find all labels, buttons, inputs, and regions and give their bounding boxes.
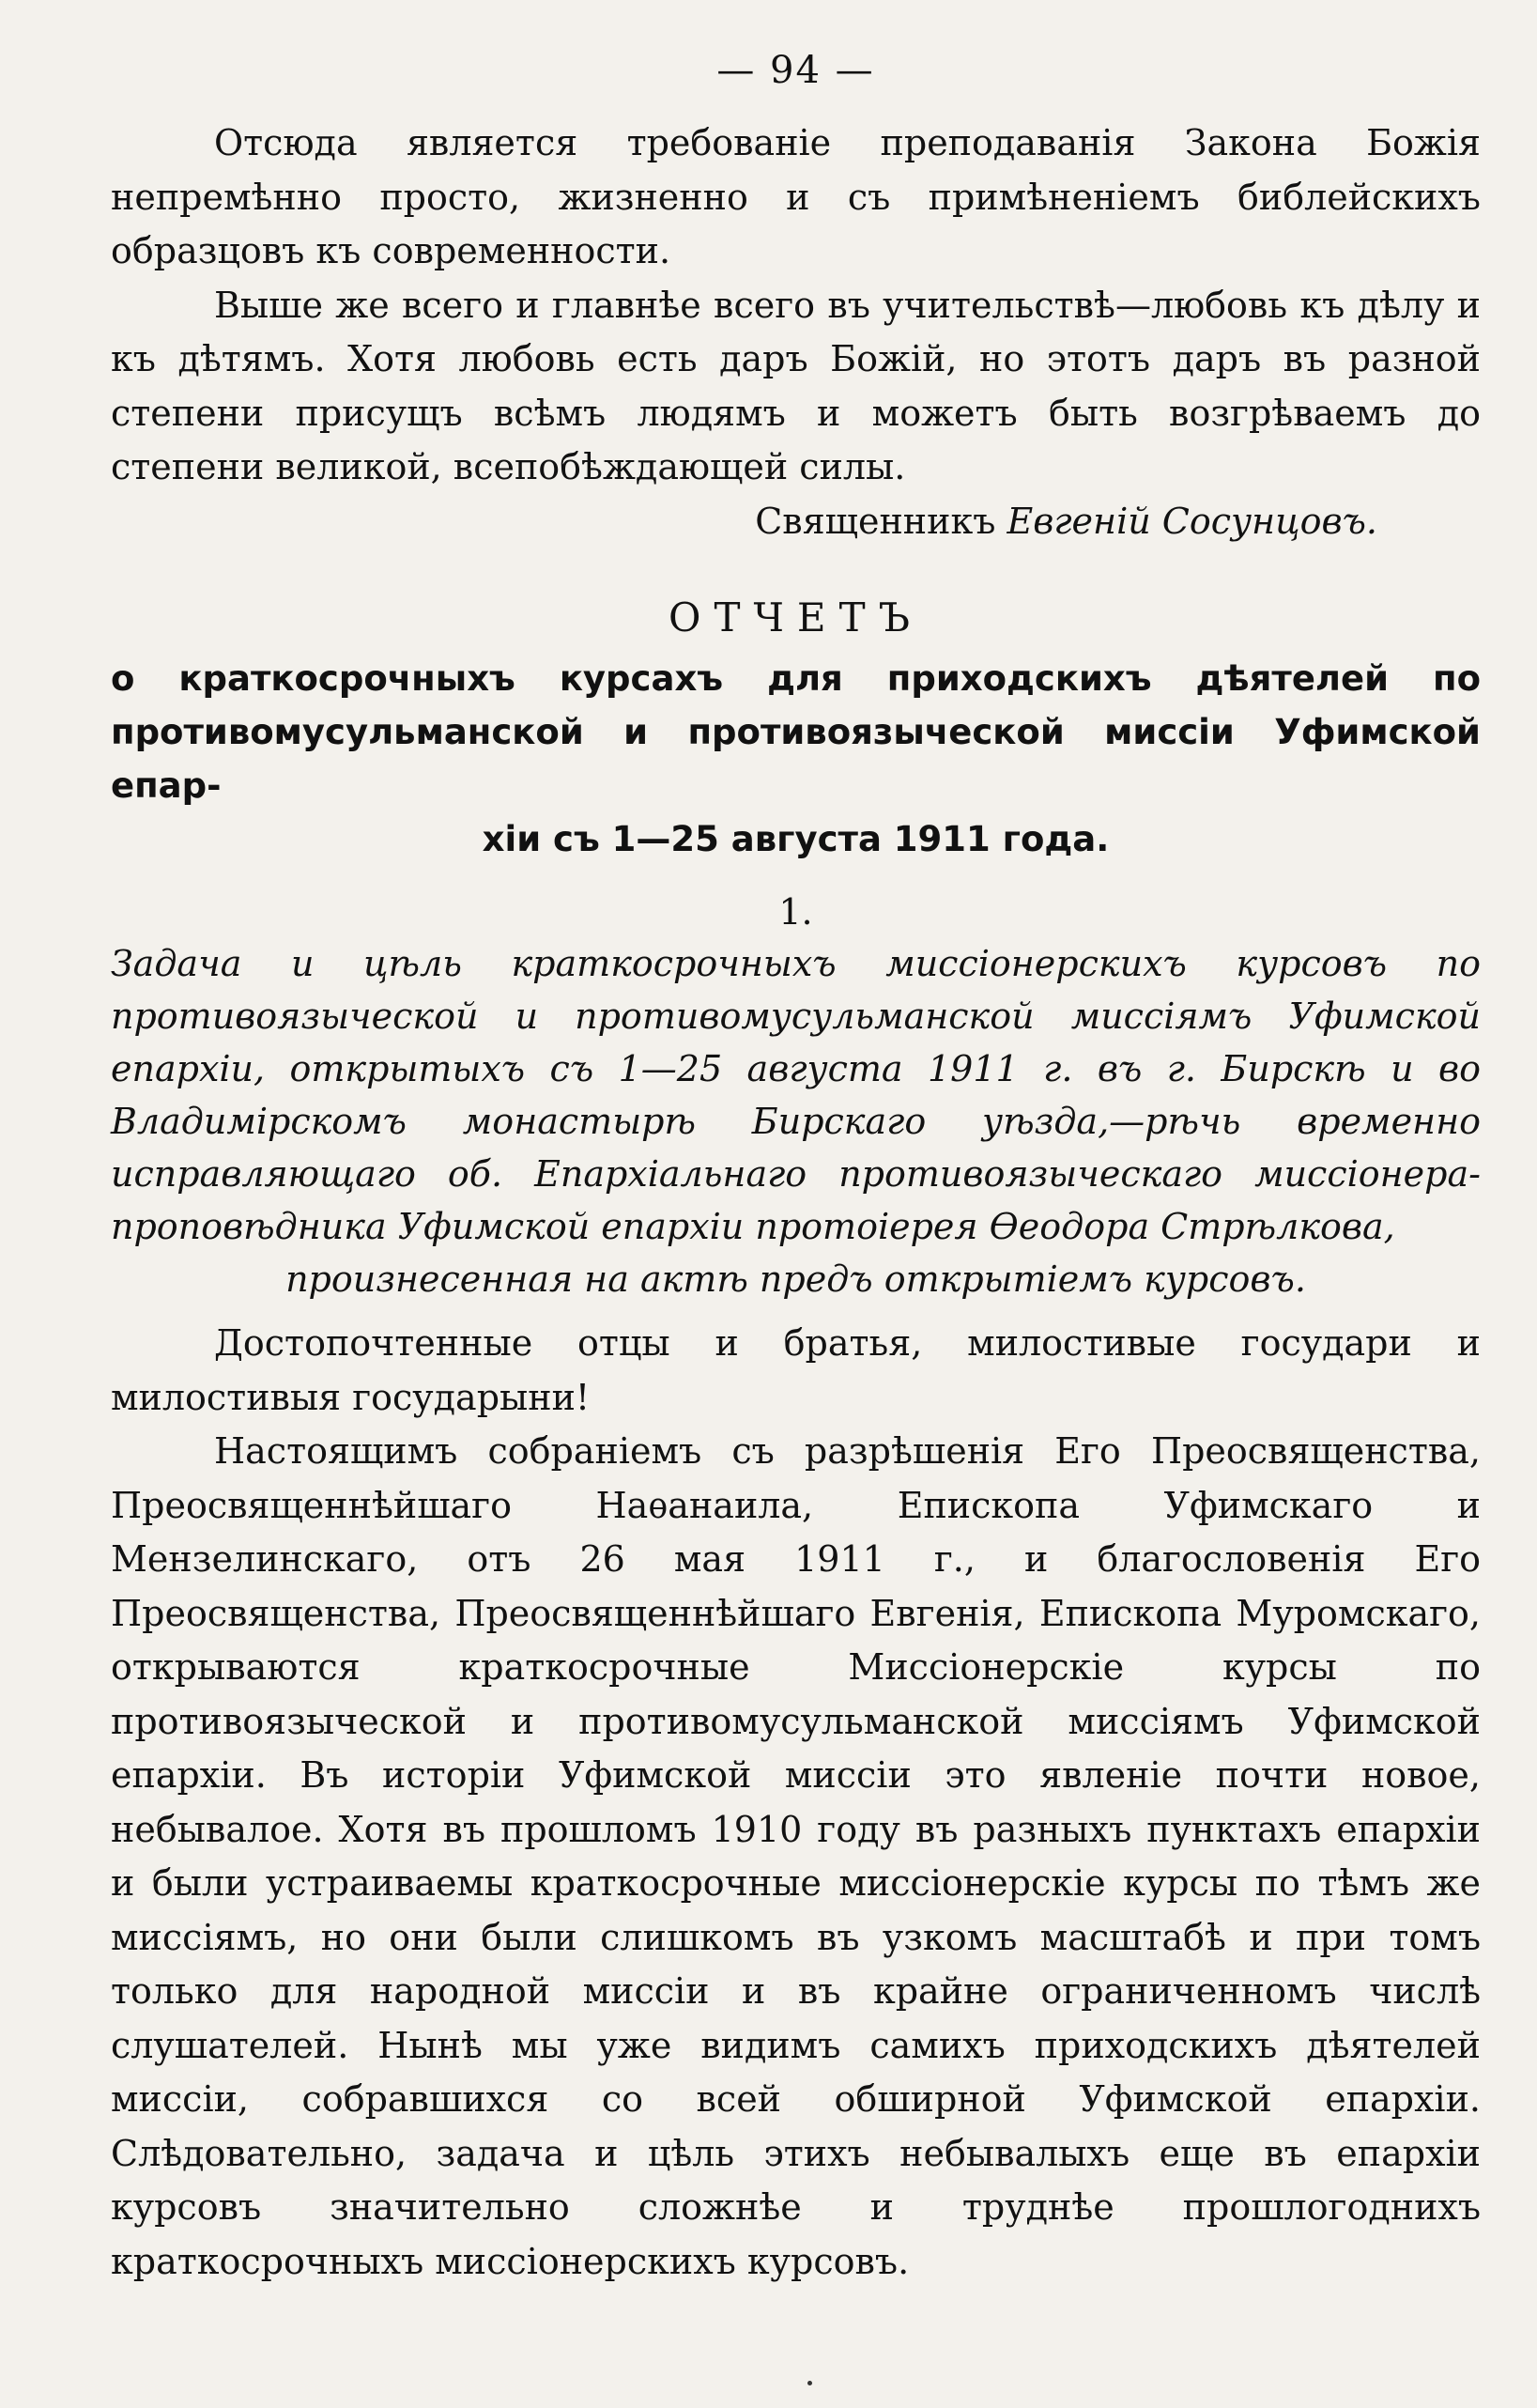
section-number: 1. [778,891,813,933]
page-number: — 94 — [716,49,875,92]
main-paragraph-2: Настоящимъ собраніемъ съ разрѣшенія Его Преосвященства, Преосвященнѣйшаго Наѳанаила, Епископа Уфимскаго и Мензелинскаго, отъ 26 мая 1911 г., и благословенія Его Преосвященства, Преосвященнѣйшаго Евгенія, Епископа Муромскаго, открываются краткосрочные Миссіонерскіе курсы по противоязыческой и противомусульманской миссіямъ Уфимской епархіи. Въ исторіи Уфимской миссіи это явленіе почти новое, небывалое. Хотя въ прошломъ 1910 году въ разныхъ пунктахъ епархіи и были устраиваемы краткосрочные миссіонерскіе курсы по тѣмъ же миссіямъ, но они были слишкомъ въ узкомъ масштабѣ и при томъ только для народной миссіи и въ крайне ограниченномъ числѣ слушателей. Нынѣ мы уже видимъ самихъ приходскихъ дѣятелей миссіи, собравшихся со всей обширной Уфимской епархіи. Слѣдовательно, задача и цѣль этихъ небывалыхъ еще въ епархіи курсовъ значительно сложнѣе и труднѣе прошлогоднихъ краткосрочныхъ миссіонерскихъ курсовъ. [111,1430,1481,2282]
report-title: ОТЧЕТЪ [669,594,923,641]
main-paragraph-1: Достопочтенные отцы и братья, милостивые государи и милостивыя государыни! [111,1322,1481,1418]
signature-name: Евгеній Сосунцовъ. [1007,500,1377,542]
report-subtitle-last: хіи съ 1—25 августа 1911 года. [482,819,1110,859]
signature [111,495,1481,549]
section-heading-last: произнесенная на актѣ предъ открытіемъ курсовъ. [285,1258,1306,1300]
intro-paragraph-1: Отсюда является требованіе преподаванія Закона Божія непремѣнно просто, жизненно и съ примѣненіемъ библейскихъ образцовъ къ современности. [111,122,1481,271]
section-heading-main: Задача и цѣль краткосрочныхъ миссіонерскихъ курсовъ по противоязыческой и противомусульманской миссіямъ Уфимской епархіи, открытыхъ съ 1—25 августа 1911 г. въ г. Бирскѣ и во Владимірскомъ монастырѣ Бирскаго уѣзда,—рѣчь временно исправляющаго об. Епархіальнаго противоязыческаго миссіонера-проповѣдника Уфимской епархіи протоіерея Ѳеодора Стрѣлкова, [111,943,1481,1247]
print-mark [807,2381,812,2385]
intro-paragraph-2: Выше же всего и главнѣе всего въ учительствѣ—любовь къ дѣлу и къ дѣтямъ. Хотя любовь есть даръ Божій, но этотъ даръ въ разной степени присущъ всѣмъ людямъ и можетъ быть возгрѣваемъ до степени великой, всепобѣждающей силы. [111,284,1481,487]
report-subtitle-main: о краткосрочныхъ курсахъ для приходскихъ дѣятелей по противомусульманской и противоязыческой миссіи Уфимской епар- [111,658,1481,806]
signature-title: Священникъ [755,500,996,542]
main-text [111,1317,1481,2289]
intro-text [111,116,1481,495]
section-heading [111,937,1481,1305]
report-subtitle [111,652,1481,866]
